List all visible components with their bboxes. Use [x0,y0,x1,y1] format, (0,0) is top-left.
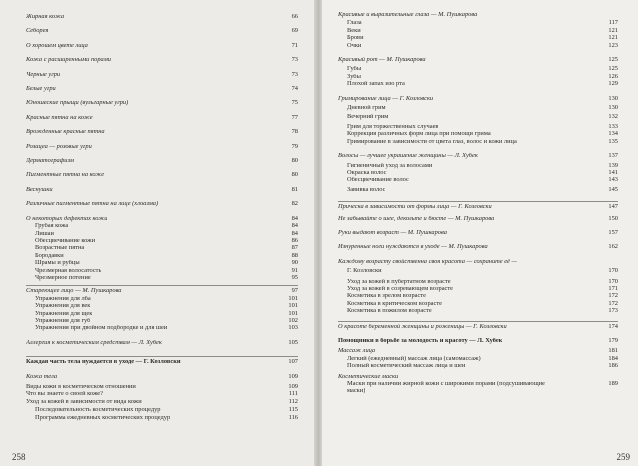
toc-entry-title: Не забывайте о шее, декольте и бюсте — М. Пушкарова [338,215,495,222]
toc-entry-page: 112 [288,397,298,405]
toc-entry [338,28,618,34]
toc-entry-title: Веки [347,27,361,34]
toc-entry-title: Различные пигментные пятна на лице (хлоазма) [26,201,159,208]
toc-entry-title: Обесцвечивание волос [347,177,409,184]
right-page [322,0,638,466]
toc-entry-title: Массаж лица [338,348,376,355]
toc-entry-page: 69 [291,27,298,35]
toc-entry-page: 145 [608,185,618,193]
toc-entry [338,388,618,394]
toc-entry-title: Упражнения для щек [35,310,93,317]
toc-entry-title: Чрезмерная волосатость [35,267,102,274]
toc-entry-page: 73 [291,70,298,78]
toc-entry-title: маски) [347,388,366,395]
toc-entry-title: Упражнения для век [35,303,91,310]
toc-entry [26,86,298,92]
toc-entry [26,391,298,397]
toc-entry [26,415,298,421]
toc-entry-page: 115 [288,406,298,414]
toc-entry-page: 66 [291,13,298,20]
toc-entry [338,57,618,63]
toc-entry-page: 172 [608,299,618,307]
toc-entry-page: 157 [608,228,618,236]
toc-entry [338,124,618,130]
toc-entry-title: Косметика в критическом возрасте [347,300,442,307]
toc-entry [26,275,298,281]
toc-entry-title: Виды кожи в косметическом отношении [26,384,136,390]
toc-entry-title: Гримирование лица — Г. Козловски [338,95,434,102]
toc-entry-page: 125 [608,56,618,64]
toc-entry [338,356,618,362]
toc-entry-title: Волосы — лучшее украшение женщины — Л. Хубек [338,153,478,160]
toc-entry-page: 101 [288,309,298,317]
toc-entry [338,12,618,18]
toc-entry-page: 116 [288,413,298,421]
toc-entry-page: 139 [608,161,618,169]
toc-entry-page: 147 [608,203,618,211]
toc-entry-page: 77 [291,113,298,121]
toc-entry-page: 126 [608,72,618,80]
toc-entry-title: О красоте беременной женщины и роженицы — Г. Козловски [338,323,507,330]
toc-entry-title: Глаза [347,20,362,27]
toc-entry [338,114,618,120]
toc-entry-page: 173 [608,307,618,315]
toc-entry [338,139,618,145]
toc-entry [338,244,618,250]
toc-entry [26,28,298,34]
toc-entry [26,187,298,193]
toc-entry [26,216,298,222]
toc-entry-title: Обесцвечивание кожи [35,237,96,244]
toc-entry-page: 74 [291,85,298,93]
toc-entry [26,100,298,106]
toc-entry-title: Каждому возрасту свойственна своя красота — сохраните её — [338,258,518,265]
toc-entry-title: Лишаи [35,230,54,237]
toc-entry [26,268,298,274]
toc-entry-page: 186 [608,362,618,370]
toc-entry-title: Черные угри [26,71,61,78]
toc-entry-title: Легкий (ежедневный) массаж лица (самомассаж) [347,355,481,362]
toc-entry [26,72,298,78]
toc-entry [26,129,298,135]
toc-entry [338,163,618,169]
toc-entry [338,363,618,369]
toc-entry-page: 179 [608,337,618,344]
toc-entry-title: Вечерний грим [347,114,389,121]
toc-entry [338,381,618,387]
toc-entry-title: Руки выдают возраст — М. Пушкарова [338,229,447,236]
toc-entry-title: Врожденные красные пятна [26,129,105,136]
toc-entry-page: 88 [291,251,298,259]
toc-entry-page: 181 [608,347,618,355]
toc-entry [338,187,618,193]
toc-entry-title: Коррекция различных форм лица при помощи грима [347,131,491,138]
toc-entry-page: 109 [288,383,298,390]
toc-entry-page: 137 [608,152,618,160]
toc-entry [26,201,298,207]
toc-entry [26,223,298,229]
toc-entry [338,20,618,26]
toc-entry-title: Стареющее лицо — М. Пушкарова [26,288,122,295]
toc-entry-page: 80 [291,157,298,165]
toc-entry-page: 184 [608,354,618,362]
toc-entry-title: Изнуренные ноги нуждаются в уходе — М. Пушкарова [338,244,488,251]
toc-entry-title: Уход за кожей в созревающем возрасте [347,285,453,292]
toc-entry-title: Окраска волос [347,169,387,176]
toc-entry-page: 78 [291,128,298,136]
toc-entry-title: Кожа с расширенными порами [26,57,111,64]
toc-entry [338,177,618,183]
toc-entry [338,131,618,137]
left-page [0,0,316,466]
toc-entry-title: Чрезмерное потение [35,274,91,281]
toc-entry-page: 84 [291,214,298,222]
toc-entry-title: Косметика в пожилом возрасте [347,308,432,315]
toc-entry [338,268,618,274]
toc-entry-title: Красивый рот — М. Пушкарова [338,57,426,64]
toc-entry-page: 95 [291,273,298,281]
toc-entry-page: 84 [291,222,298,230]
toc-entry-page: 102 [288,316,298,324]
toc-entry [26,325,298,331]
toc-entry-page: 84 [291,229,298,237]
toc-entry-page: 90 [291,259,298,267]
toc-entry-title: Что вы знаете о своей коже? [26,391,103,398]
toc-entry-title: Кожа тела [26,373,58,380]
toc-entry [26,340,298,346]
toc-entry-title: Последовательность косметических процедур [35,407,161,414]
toc-entry [338,201,618,210]
toc-entry-page: 107 [288,358,298,366]
toc-entry-page: 109 [288,372,298,380]
toc-entry-title: Плохой запах изо рта [347,81,405,88]
toc-entry-page: 117 [608,19,618,27]
toc-entry-title: Дневной грим [347,105,386,112]
toc-entry [26,384,298,390]
toc-entry-title: Косметические маски [338,373,399,380]
toc-entry-title: Розацеа — розовые угри [26,143,92,150]
toc-entry [338,216,618,222]
toc-entry-title: Грим для торжественных случаев [347,123,439,130]
toc-entry [338,105,618,111]
toc-entry-title: Возрастные пятна [35,245,85,252]
toc-entry-page: 133 [608,122,618,130]
toc-entry-page: 75 [291,99,298,107]
toc-entry-title: Дерматографизм [26,158,74,165]
toc-entry-page: 101 [288,294,298,302]
page-number-left: 258 [12,452,26,462]
toc-entry-title: Полный косметический массаж лица и шеи [347,363,466,370]
toc-entry-title: Упражнения для лба [35,295,91,302]
toc-entry [26,399,298,405]
toc-entry-title: О некоторых дефектах кожи [26,215,108,222]
toc-entry-title: Маски при наличии жирной кожи с широкими порами (подсушивающие [347,381,545,388]
toc-entry-page: 125 [608,65,618,73]
toc-list-right [338,12,618,395]
toc-entry-title: Брови [347,35,364,42]
toc-entry [26,296,298,302]
toc-entry [26,356,298,365]
toc-entry-title: Аллергия к косметическим средствам — Л. Хубек [26,339,162,346]
toc-entry [26,231,298,237]
toc-entry [338,230,618,236]
toc-entry [338,301,618,307]
toc-entry-title: Прическа в зависимости от формы лица — Г. Козловски [338,204,492,211]
toc-entry-page: 172 [608,292,618,300]
toc-entry [338,374,618,380]
toc-entry-title: Гримирование в зависимости от цвета глаз, волос и кожи лица [347,138,517,145]
toc-entry-page: 141 [608,168,618,176]
toc-entry-title: Губы [347,66,362,73]
toc-entry-page: 86 [291,236,298,244]
toc-entry-title: Бородавки [35,252,64,259]
toc-entry-title: Программа ежедневных косметических процедур [35,414,171,421]
toc-entry [338,308,618,314]
toc-entry [26,57,298,63]
toc-entry-title: Себорея [26,28,49,35]
toc-entry-page: 170 [608,277,618,285]
toc-entry-title: Веснушки [26,186,53,193]
toc-entry-page: 170 [608,267,618,275]
toc-entry [26,238,298,244]
toc-entry [26,407,298,413]
toc-entry [338,35,618,41]
toc-entry-page: 121 [608,34,618,42]
toc-entry-title: Юношеские прыщи (вульгарные угри) [26,100,129,107]
toc-entry [26,318,298,324]
toc-entry-page: 143 [608,176,618,184]
toc-entry-title: Жирная кожа [26,14,65,20]
toc-entry-page: 73 [291,56,298,64]
toc-entry [26,43,298,49]
toc-entry-page: 135 [608,137,618,145]
toc-entry-title: Гигиеничный уход за волосами [347,162,433,169]
toc-entry-title: Завивка волос [347,186,386,193]
toc-entry-page: 101 [288,302,298,310]
toc-entry-page: 97 [291,287,298,295]
toc-list-left [26,14,298,421]
toc-entry [26,115,298,121]
toc-entry [338,279,618,285]
toc-entry-title: Упражнения для губ [35,317,91,324]
toc-entry [26,14,298,20]
toc-entry-title: Красные пятна на коже [26,114,93,121]
toc-entry-page: 150 [608,214,618,222]
toc-entry [338,81,618,87]
toc-entry [338,153,618,159]
toc-entry [26,245,298,251]
toc-entry [26,303,298,309]
toc-entry-page: 123 [608,41,618,49]
toc-entry-page: 130 [608,104,618,112]
toc-entry-page: 134 [608,130,618,138]
toc-entry-page: 129 [608,80,618,88]
toc-entry [338,259,618,265]
toc-entry-title: Упражнения при двойном подбородке и для шеи [35,325,168,332]
toc-entry-page: 171 [608,284,618,292]
toc-entry-title: О хорошем цвете лица [26,42,88,49]
toc-entry-title: Уход за кожей в зависимости от вида кожи [26,398,142,405]
toc-entry-title: Грубая кожа [35,223,69,230]
toc-entry-title: Косметика в зрелом возрасте [347,293,426,300]
toc-entry-page: 121 [608,26,618,34]
toc-entry [26,144,298,150]
toc-entry-title: Г. Козловски [347,268,382,275]
toc-entry-page: 132 [608,113,618,121]
toc-entry [26,253,298,259]
toc-entry [26,285,298,294]
toc-entry-page: 103 [288,324,298,332]
toc-entry [338,293,618,299]
toc-entry-title: Шрамы и рубцы [35,260,80,267]
toc-entry [26,172,298,178]
toc-entry-title: Помощники в борьбе за молодость и красоту — Л. Хубек [338,338,503,344]
toc-entry-page: 162 [608,243,618,251]
toc-entry-title: Уход за кожей в пубертатном возрасте [347,278,451,285]
toc-entry [26,260,298,266]
toc-entry-page: 79 [291,142,298,150]
toc-entry-page: 174 [608,322,618,330]
toc-entry-title: Очки [347,42,362,49]
toc-entry-page: 91 [291,266,298,274]
toc-entry-title: Каждая часть тела нуждается в уходе — Г. Козловски [26,359,181,366]
toc-entry-page: 87 [291,244,298,252]
toc-entry [338,96,618,102]
toc-entry-page: 80 [291,171,298,179]
toc-entry [338,348,618,354]
toc-entry [26,311,298,317]
toc-entry [338,170,618,176]
toc-entry-title: Белые угри [26,86,56,93]
toc-entry-page: 189 [608,380,618,388]
toc-entry-title: Зубы [347,73,361,80]
toc-entry-page: 130 [608,94,618,102]
toc-entry-title: Пигментные пятна на коже [26,172,105,179]
toc-entry [26,158,298,164]
toc-entry-page: 71 [291,41,298,49]
toc-entry [338,66,618,72]
page-number-right: 259 [616,452,630,462]
toc-entry-page: 82 [291,200,298,208]
toc-entry-title: Красивые и выразительные глаза — М. Пушкарова [338,12,478,18]
toc-entry [26,374,298,380]
toc-entry [338,74,618,80]
toc-entry-page: 105 [288,338,298,346]
toc-entry-page: 111 [288,390,298,398]
toc-entry [338,43,618,49]
toc-entry-page: 81 [291,185,298,193]
toc-entry [338,338,618,344]
toc-entry [338,286,618,292]
toc-entry [338,321,618,330]
